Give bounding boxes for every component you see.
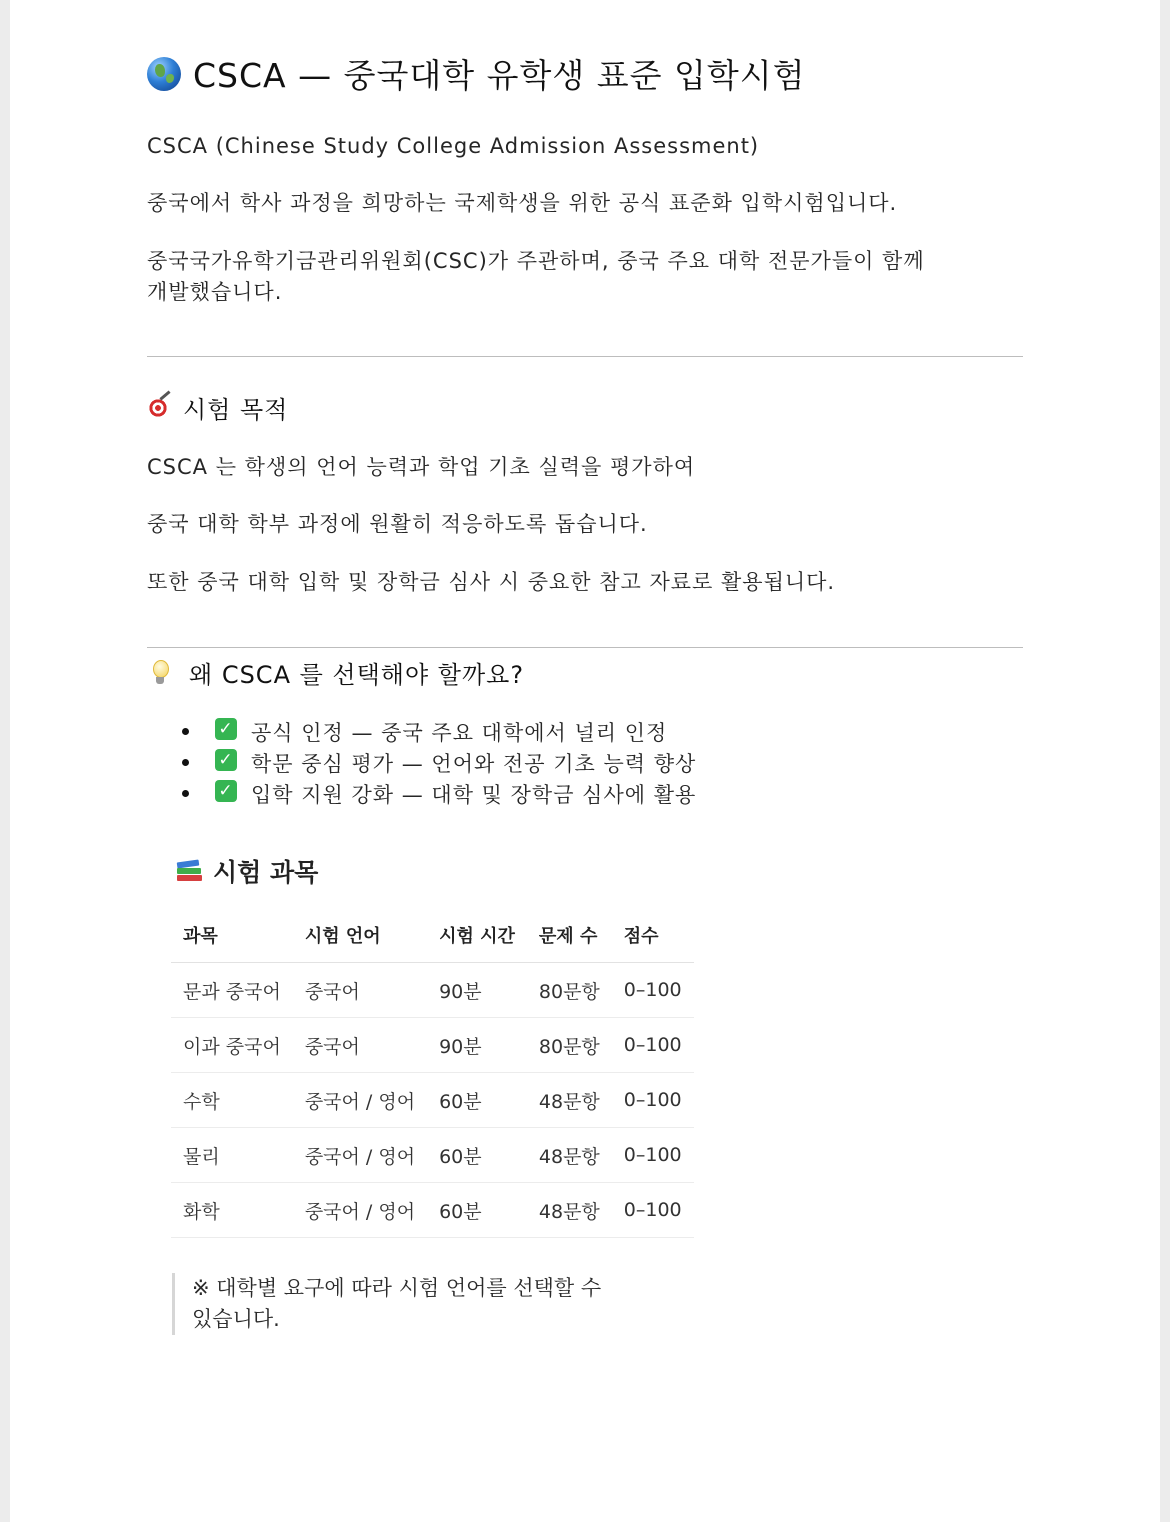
table-row [171,1018,694,1073]
table-cell: 60분 [427,1073,527,1128]
globe-icon [147,57,181,91]
list-item [182,747,696,778]
table-cell: 0–100 [612,963,694,1018]
bullet-icon [182,790,189,797]
purpose-line-1: CSCA 는 학생의 언어 능력과 학업 기초 실력을 평가하여 [147,455,696,479]
column-header: 시험 시간 [427,908,527,963]
purpose-line-2: 중국 대학 학부 과정에 원활히 적응하도록 돕습니다. [147,512,648,536]
table-cell: 60분 [427,1128,527,1183]
subjects-heading: 시험 과목 [213,858,319,887]
purpose-line-3: 또한 중국 대학 입학 및 장학금 심사 시 중요한 참고 자료로 활용됩니다. [147,570,836,594]
table-cell: 60분 [427,1183,527,1238]
list-item [182,778,696,809]
table-cell: 물리 [171,1128,293,1183]
column-header: 점수 [612,908,694,963]
column-header: 과목 [171,908,293,963]
table-header-row [171,908,694,963]
intro-line-3b: 개발했습니다. [147,280,283,304]
column-header: 시험 언어 [293,908,427,963]
lightbulb-icon [151,660,169,686]
table-row [171,963,694,1018]
table-cell: 중국어 / 영어 [293,1183,427,1238]
table-cell: 48문항 [527,1073,612,1128]
intro-line-2: 중국에서 학사 과정을 희망하는 국제학생을 위한 공식 표준화 입학시험입니다. [147,191,898,215]
intro-line-1: CSCA (Chinese Study College Admission Assessment) [147,134,760,158]
table-cell: 0–100 [612,1073,694,1128]
why-heading-row [147,655,524,690]
books-icon [177,859,203,883]
table-cell: 48문항 [527,1128,612,1183]
column-header: 문제 수 [527,908,612,963]
check-mark-icon: ✓ [215,749,237,771]
intro-line-3a: 중국국가유학기금관리위원회(CSC)가 주관하며, 중국 주요 대학 전문가들이 함께 [147,249,925,273]
subjects-table [171,908,694,1238]
table-row [171,1128,694,1183]
section-divider [147,356,1023,357]
table-cell: 이과 중국어 [171,1018,293,1073]
table-cell: 수학 [171,1073,293,1128]
table-row [171,1073,694,1128]
table-cell: 0–100 [612,1018,694,1073]
page-title-row [147,50,805,97]
table-cell: 중국어 [293,1018,427,1073]
check-mark-icon: ✓ [215,718,237,740]
table-cell: 90분 [427,1018,527,1073]
table-cell: 0–100 [612,1183,694,1238]
target-icon [147,397,169,419]
table-row [171,1183,694,1238]
why-list [182,716,696,809]
table-cell: 80문항 [527,963,612,1018]
page-title: CSCA — 중국대학 유학생 표준 입학시험 [193,56,806,95]
list-item [182,716,696,747]
language-note: ※ 대학별 요구에 따라 시험 언어를 선택할 수 있습니다. [172,1273,602,1335]
purpose-heading-row [147,390,288,425]
table-cell: 중국어 / 영어 [293,1128,427,1183]
why-item-text: 공식 인정 — 중국 주요 대학에서 널리 인정 [251,720,668,745]
table-cell: 중국어 / 영어 [293,1073,427,1128]
why-item-text: 입학 지원 강화 — 대학 및 장학금 심사에 활용 [251,782,697,807]
table-cell: 중국어 [293,963,427,1018]
table-cell: 0–100 [612,1128,694,1183]
table-cell: 80문항 [527,1018,612,1073]
bullet-icon [182,759,189,766]
document-page [10,0,1160,1522]
table-cell: 90분 [427,963,527,1018]
table-cell: 화학 [171,1183,293,1238]
why-heading: 왜 CSCA 를 선택해야 할까요? [189,661,525,689]
check-mark-icon: ✓ [215,780,237,802]
section-divider [147,647,1023,648]
subjects-heading-row [177,853,318,889]
purpose-heading: 시험 목적 [183,396,289,424]
table-cell: 48문항 [527,1183,612,1238]
why-item-text: 학문 중심 평가 — 언어와 전공 기초 능력 향상 [251,751,697,776]
table-cell: 문과 중국어 [171,963,293,1018]
bullet-icon [182,728,189,735]
